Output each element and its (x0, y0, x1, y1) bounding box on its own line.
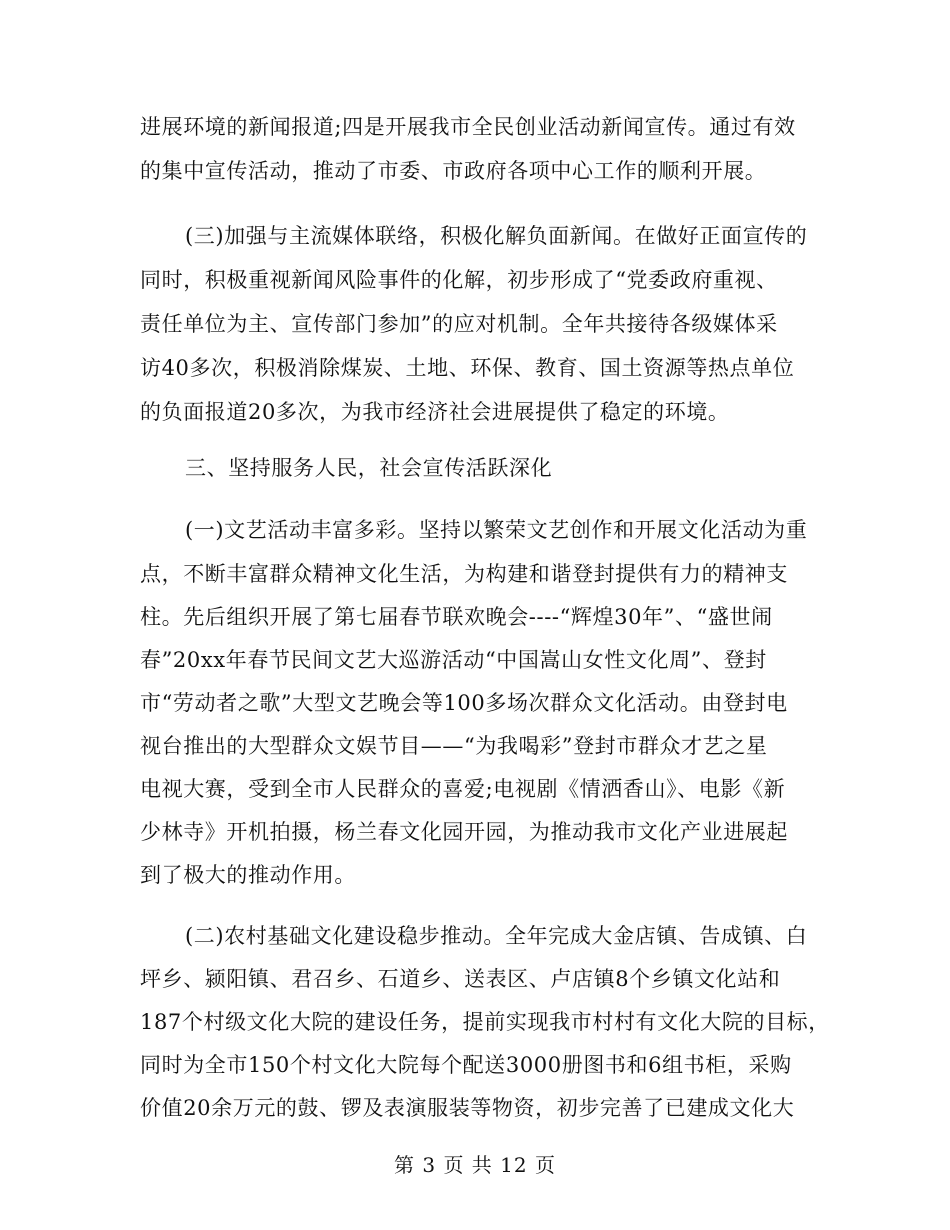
page-footer: 第 3 页 共 12 页 (394, 1153, 556, 1177)
text-line: 点，不断丰富群众精神文化生活，为构建和谐登封提供有力的精神支 (140, 562, 788, 586)
text-line: 同时，积极重视新闻风险事件的化解，初步形成了“党委政府重视、 (140, 268, 778, 292)
text-line: 价值20余万元的鼓、锣及表演服装等物资，初步完善了已建成文化大 (140, 1096, 795, 1120)
text-line: 坪乡、颍阳镇、君召乡、石道乡、送表区、卢店镇8个乡镇文化站和 (140, 967, 781, 991)
text-line: 进展环境的新闻报道;四是开展我市全民创业活动新闻宣传。通过有效 (140, 115, 796, 139)
text-line: 少林寺》开机拍摄，杨兰春文化园开园，为推动我市文化产业进展起 (140, 820, 788, 844)
text-line: 到了极大的推动作用。 (140, 863, 356, 887)
paragraph-start: (三)加强与主流媒体联络，积极化解负面新闻。在做好正面宣传的 (185, 224, 808, 248)
text-line: 187个村级文化大院的建设任务，提前实现我市村村有文化大院的目标， (140, 1010, 830, 1034)
text-line: 的集中宣传活动，推动了市委、市政府各项中心工作的顺利开展。 (140, 159, 767, 183)
paragraph-start: (一)文艺活动丰富多彩。坚持以繁荣文艺创作和开展文化活动为重 (185, 518, 808, 542)
text-line: 同时为全市150个村文化大院每个配送3000册图书和6组书柜，采购 (140, 1053, 792, 1077)
text-line: 春”20xx年春节民间文艺大巡游活动“中国嵩山女性文化周”、登封 (140, 648, 767, 672)
text-line: 柱。先后组织开展了第七届春节联欢晚会----“辉煌30年”、“盛世闹 (140, 605, 773, 629)
text-line: 责任单位为主、宣传部门参加”的应对机制。全年共接待各级媒体采 (140, 312, 778, 336)
text-line: 的负面报道20多次，为我市经济社会进展提供了稳定的环境。 (140, 400, 730, 424)
paragraph-start: (二)农村基础文化建设稳步推动。全年完成大金店镇、告成镇、白 (185, 924, 808, 948)
text-line: 访40多次，积极消除煤炭、土地、环保、教育、国土资源等热点单位 (140, 356, 795, 380)
text-line: 市“劳动者之歌”大型文艺晚会等100多场次群众文化活动。由登封电 (140, 691, 788, 715)
section-heading: 三、坚持服务人民，社会宣传活跃深化 (185, 456, 553, 480)
text-line: 电视大赛，受到全市人民群众的喜爱;电视剧《情洒香山》、电影《新 (140, 777, 786, 801)
text-line: 视台推出的大型群众文娱节目——“为我喝彩”登封市群众才艺之星 (140, 734, 768, 758)
